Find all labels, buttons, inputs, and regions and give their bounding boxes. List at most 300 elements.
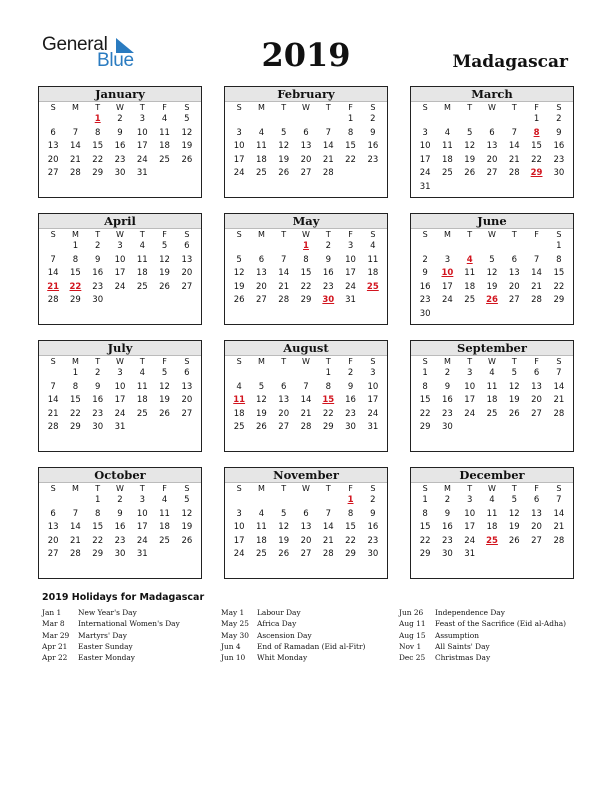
day-cell: 15 (531, 141, 542, 152)
day-cell: 14 (508, 141, 520, 152)
weekday-header: W (302, 357, 310, 366)
day-cell: 2 (444, 495, 451, 505)
day-cell: 7 (325, 127, 331, 138)
month-september (410, 340, 574, 452)
day-cell: 24 (136, 154, 148, 165)
day-cell: 28 (47, 295, 59, 306)
day-cell: 29 (92, 168, 104, 179)
day-cell: 15 (92, 141, 104, 152)
holiday-name: Labour Day (257, 608, 301, 617)
day-cell: 26 (159, 408, 170, 419)
day-cell: 16 (322, 268, 334, 279)
day-holiday: 21 (47, 281, 60, 292)
day-cell: 15 (419, 395, 431, 406)
weekday-header: T (467, 230, 473, 239)
day-cell: 24 (114, 408, 126, 419)
day-cell: 23 (114, 154, 126, 165)
day-cell: 22 (419, 408, 431, 419)
day-cell: 12 (233, 268, 245, 279)
day-cell: 7 (50, 381, 56, 392)
day-cell: 7 (556, 495, 562, 505)
day-cell: 22 (345, 535, 356, 546)
weekday-header: S (556, 230, 562, 239)
weekday-header: S (556, 484, 562, 493)
day-cell: 10 (345, 254, 356, 265)
holiday-date: Jun 10 (221, 653, 246, 663)
weekday-header: M (71, 357, 79, 366)
holiday-column (399, 607, 566, 663)
page-title-year: 2019 (261, 36, 351, 74)
day-cell: 25 (464, 295, 476, 306)
day-cell: 3 (347, 241, 354, 251)
weekday-header: S (50, 103, 56, 112)
day-cell: 11 (256, 522, 267, 533)
month-title: March (411, 87, 573, 102)
day-cell: 29 (70, 422, 81, 433)
day-cell: 27 (181, 408, 193, 419)
day-cell: 3 (444, 254, 451, 265)
day-cell: 19 (508, 522, 520, 533)
day-cell: 20 (300, 535, 312, 546)
month-december (410, 467, 574, 579)
holiday-name: Martyrs' Day (78, 630, 127, 640)
weekday-header: S (556, 103, 562, 112)
day-cell: 28 (300, 422, 312, 433)
day-cell: 8 (422, 508, 428, 519)
day-cell: 3 (117, 241, 123, 251)
day-cell: 14 (47, 268, 59, 279)
day-empty (459, 240, 481, 254)
holiday-date: May 1 (221, 608, 245, 617)
day-holiday: 8 (533, 127, 540, 138)
day-cell: 8 (94, 508, 101, 519)
day-cell: 12 (159, 381, 170, 392)
month-title: January (39, 87, 201, 102)
day-cell: 27 (531, 535, 542, 546)
day-cell: 10 (114, 381, 126, 392)
day-empty (42, 367, 64, 381)
day-cell: 21 (322, 154, 334, 165)
day-cell: 1 (556, 241, 562, 251)
weekday-header: M (257, 230, 265, 239)
day-cell: 9 (444, 508, 451, 519)
day-cell: 17 (136, 522, 148, 533)
day-cell: 13 (181, 381, 193, 392)
day-cell: 5 (280, 508, 287, 519)
month-may (224, 213, 388, 325)
country-name: Madagascar (452, 52, 568, 72)
day-cell: 2 (117, 495, 123, 505)
day-empty (42, 113, 64, 127)
day-empty (228, 240, 250, 254)
day-cell: 21 (531, 281, 542, 292)
day-cell: 19 (256, 408, 267, 419)
day-cell: 21 (47, 408, 59, 419)
day-cell: 21 (70, 535, 81, 546)
day-cell: 19 (508, 395, 520, 406)
day-cell: 23 (92, 408, 104, 419)
weekday-header: M (257, 484, 265, 493)
day-empty (42, 240, 64, 254)
day-empty (317, 494, 339, 508)
day-cell: 13 (181, 254, 193, 265)
day-cell: 20 (531, 395, 542, 406)
day-cell: 18 (464, 281, 476, 292)
day-cell: 16 (92, 395, 104, 406)
weekday-header: T (139, 484, 145, 493)
day-cell: 28 (70, 549, 81, 560)
day-cell: 7 (325, 508, 331, 519)
day-cell: 1 (72, 241, 79, 251)
day-cell: 26 (181, 154, 193, 165)
holidays-title: 2019 Holidays for Madagascar (42, 592, 205, 603)
day-cell: 28 (531, 295, 542, 306)
day-cell: 24 (464, 408, 476, 419)
day-cell: 7 (50, 254, 56, 265)
day-cell: 7 (72, 508, 79, 519)
holiday-date: Apr 21 (42, 641, 68, 651)
day-cell: 25 (486, 408, 498, 419)
weekday-header: S (422, 230, 428, 239)
day-holiday: 30 (322, 295, 335, 306)
weekday-header: F (162, 230, 167, 239)
day-holiday: 26 (486, 295, 498, 306)
day-holiday: 1 (303, 241, 309, 251)
day-cell: 9 (94, 254, 101, 265)
day-cell: 17 (464, 522, 476, 533)
day-cell: 21 (278, 281, 290, 292)
month-grid (39, 229, 201, 308)
logo-text-blue: Blue (97, 50, 134, 71)
day-cell: 13 (508, 268, 520, 279)
day-cell: 2 (444, 368, 451, 378)
weekday-header: S (370, 103, 376, 112)
holiday-column (42, 607, 180, 663)
holiday-item (399, 641, 566, 652)
holiday-name: Easter Sunday (78, 641, 133, 651)
day-cell: 5 (161, 368, 168, 378)
holiday-name: Independence Day (435, 608, 505, 617)
day-cell: 18 (159, 141, 170, 152)
day-cell: 10 (464, 508, 476, 519)
day-cell: 19 (159, 395, 170, 406)
weekday-header: F (534, 357, 539, 366)
month-title: August (225, 341, 387, 356)
day-empty (414, 240, 436, 254)
holiday-item (399, 630, 566, 641)
day-cell: 2 (94, 241, 101, 251)
day-cell: 11 (256, 141, 267, 152)
holiday-date: Mar 29 (42, 630, 70, 640)
day-cell: 27 (300, 168, 312, 179)
day-cell: 25 (233, 422, 245, 433)
month-grid (39, 356, 201, 435)
day-cell: 26 (464, 168, 476, 179)
day-empty (273, 494, 295, 508)
day-cell: 4 (139, 368, 145, 378)
day-empty (459, 113, 481, 127)
day-cell: 18 (256, 535, 267, 546)
day-cell: 31 (136, 549, 148, 560)
weekday-header: S (184, 357, 190, 366)
day-cell: 7 (280, 254, 287, 265)
weekday-header: W (488, 484, 496, 493)
day-cell: 15 (70, 395, 81, 406)
day-cell: 15 (92, 522, 104, 533)
weekday-header: S (184, 103, 190, 112)
day-cell: 11 (486, 381, 498, 392)
weekday-header: T (467, 103, 473, 112)
day-cell: 29 (322, 422, 334, 433)
holiday-name: New Year's Day (78, 608, 137, 617)
weekday-header: F (534, 484, 539, 493)
day-cell: 19 (159, 268, 170, 279)
day-cell: 6 (50, 508, 56, 519)
day-cell: 25 (256, 168, 267, 179)
weekday-header: T (511, 230, 517, 239)
day-cell: 14 (70, 141, 81, 152)
weekday-header: S (370, 484, 376, 493)
day-cell: 12 (181, 508, 193, 519)
day-cell: 9 (422, 268, 428, 279)
day-cell: 14 (553, 508, 565, 519)
day-cell: 9 (117, 127, 123, 138)
day-cell: 12 (508, 381, 520, 392)
day-cell: 11 (159, 127, 170, 138)
day-cell: 19 (278, 535, 290, 546)
day-cell: 13 (486, 141, 498, 152)
weekday-header: W (116, 357, 124, 366)
holiday-date: Mar 8 (42, 619, 65, 629)
day-cell: 11 (486, 508, 498, 519)
holiday-date: Dec 25 (399, 653, 426, 663)
day-cell: 15 (345, 141, 356, 152)
day-empty (250, 240, 272, 254)
day-cell: 16 (553, 141, 565, 152)
day-cell: 19 (233, 281, 245, 292)
day-cell: 18 (486, 522, 498, 533)
day-cell: 27 (508, 295, 520, 306)
weekday-header: S (50, 357, 56, 366)
weekday-header: M (71, 230, 79, 239)
day-cell: 13 (300, 522, 312, 533)
weekday-header: M (443, 357, 451, 366)
day-cell: 6 (50, 127, 56, 138)
day-cell: 11 (464, 268, 476, 279)
day-cell: 22 (92, 535, 104, 546)
holiday-item (42, 630, 180, 641)
day-cell: 6 (511, 254, 517, 265)
day-cell: 24 (233, 168, 245, 179)
day-cell: 9 (94, 381, 101, 392)
day-empty (503, 113, 525, 127)
day-cell: 4 (489, 368, 495, 378)
day-cell: 10 (233, 141, 245, 152)
day-cell: 20 (508, 281, 520, 292)
day-cell: 25 (159, 535, 170, 546)
month-title: October (39, 468, 201, 483)
holiday-item (399, 607, 566, 618)
day-holiday: 11 (233, 395, 246, 406)
day-cell: 7 (511, 127, 517, 138)
day-cell: 2 (347, 368, 354, 378)
day-cell: 8 (556, 254, 562, 265)
holiday-date: Aug 15 (399, 630, 426, 640)
holiday-item (221, 630, 365, 641)
day-cell: 18 (256, 154, 267, 165)
day-cell: 27 (47, 549, 59, 560)
day-cell: 9 (444, 381, 451, 392)
day-cell: 13 (47, 141, 59, 152)
day-cell: 8 (72, 381, 79, 392)
day-cell: 14 (322, 522, 334, 533)
day-cell: 27 (300, 549, 312, 560)
day-cell: 22 (322, 408, 334, 419)
day-cell: 16 (442, 522, 453, 533)
day-empty (436, 113, 458, 127)
day-cell: 12 (181, 127, 193, 138)
day-cell: 9 (556, 127, 562, 138)
day-cell: 30 (442, 549, 453, 560)
weekday-header: W (302, 103, 310, 112)
weekday-header: W (302, 230, 310, 239)
day-cell: 27 (181, 281, 193, 292)
day-cell: 5 (161, 241, 168, 251)
month-november (224, 467, 388, 579)
weekday-header: W (302, 484, 310, 493)
day-empty (64, 113, 86, 127)
day-cell: 26 (278, 549, 290, 560)
day-cell: 10 (136, 127, 148, 138)
day-cell: 9 (117, 508, 123, 519)
day-cell: 12 (159, 254, 170, 265)
holiday-item (399, 618, 566, 629)
day-cell: 22 (419, 535, 431, 546)
holiday-item (221, 607, 365, 618)
weekday-header: S (50, 230, 56, 239)
weekday-header: S (556, 357, 562, 366)
day-cell: 17 (419, 154, 431, 165)
day-cell: 25 (136, 408, 148, 419)
weekday-header: S (184, 484, 190, 493)
month-grid (225, 229, 387, 308)
day-cell: 17 (114, 395, 126, 406)
weekday-header: M (71, 103, 79, 112)
day-cell: 6 (303, 508, 309, 519)
month-october (38, 467, 202, 579)
day-cell: 3 (236, 127, 242, 138)
day-cell: 14 (531, 268, 542, 279)
day-cell: 26 (159, 281, 170, 292)
weekday-header: M (71, 484, 79, 493)
weekday-header: F (534, 230, 539, 239)
day-cell: 2 (117, 114, 123, 124)
day-cell: 17 (345, 268, 356, 279)
day-cell: 19 (464, 154, 476, 165)
day-cell: 4 (236, 381, 242, 392)
day-cell: 12 (256, 395, 267, 406)
day-cell: 3 (370, 368, 376, 378)
weekday-header: T (511, 357, 517, 366)
weekday-header: T (139, 103, 145, 112)
day-cell: 24 (233, 549, 245, 560)
weekday-header: T (467, 484, 473, 493)
weekday-header: T (511, 103, 517, 112)
month-grid (411, 483, 573, 562)
holiday-date: May 30 (221, 630, 249, 640)
day-cell: 29 (92, 549, 104, 560)
day-cell: 7 (556, 368, 562, 378)
day-cell: 20 (300, 154, 312, 165)
day-cell: 11 (367, 254, 379, 265)
day-holiday: 10 (441, 268, 454, 279)
day-cell: 23 (442, 535, 453, 546)
day-cell: 30 (345, 422, 356, 433)
holiday-name: Whit Monday (257, 653, 308, 663)
day-empty (317, 113, 339, 127)
month-april (38, 213, 202, 325)
day-empty (273, 113, 295, 127)
month-march (410, 86, 574, 198)
day-cell: 13 (256, 268, 267, 279)
day-cell: 16 (345, 395, 356, 406)
day-cell: 5 (489, 254, 495, 265)
month-grid (225, 356, 387, 435)
day-cell: 13 (531, 508, 542, 519)
day-cell: 11 (136, 381, 148, 392)
holiday-item (221, 618, 365, 629)
day-cell: 18 (233, 408, 245, 419)
day-holiday: 29 (530, 168, 543, 179)
day-cell: 24 (136, 535, 148, 546)
day-cell: 27 (278, 422, 290, 433)
day-cell: 29 (553, 295, 565, 306)
day-cell: 22 (345, 154, 356, 165)
day-cell: 22 (92, 154, 104, 165)
holiday-date: Apr 22 (42, 653, 68, 663)
day-cell: 11 (136, 254, 148, 265)
weekday-header: S (236, 357, 242, 366)
day-cell: 6 (489, 127, 495, 138)
day-cell: 19 (181, 522, 193, 533)
holiday-item (221, 641, 365, 652)
day-cell: 8 (94, 127, 101, 138)
weekday-header: T (281, 357, 287, 366)
weekday-header: T (325, 357, 331, 366)
day-cell: 15 (300, 268, 312, 279)
day-cell: 29 (70, 295, 81, 306)
day-cell: 24 (464, 535, 476, 546)
holiday-item (42, 607, 180, 618)
day-cell: 28 (322, 549, 334, 560)
day-cell: 21 (70, 154, 81, 165)
day-holiday: 25 (366, 281, 379, 292)
holiday-name: Ascension Day (257, 630, 312, 640)
day-cell: 24 (345, 281, 356, 292)
day-cell: 1 (422, 368, 428, 378)
day-cell: 4 (444, 127, 451, 138)
day-cell: 20 (531, 522, 542, 533)
day-cell: 21 (553, 395, 565, 406)
day-cell: 10 (114, 254, 126, 265)
weekday-header: T (95, 230, 101, 239)
weekday-header: S (422, 484, 428, 493)
day-empty (250, 367, 272, 381)
day-cell: 7 (303, 381, 309, 392)
weekday-header: W (116, 230, 124, 239)
day-cell: 5 (258, 381, 265, 392)
day-cell: 4 (258, 127, 265, 138)
